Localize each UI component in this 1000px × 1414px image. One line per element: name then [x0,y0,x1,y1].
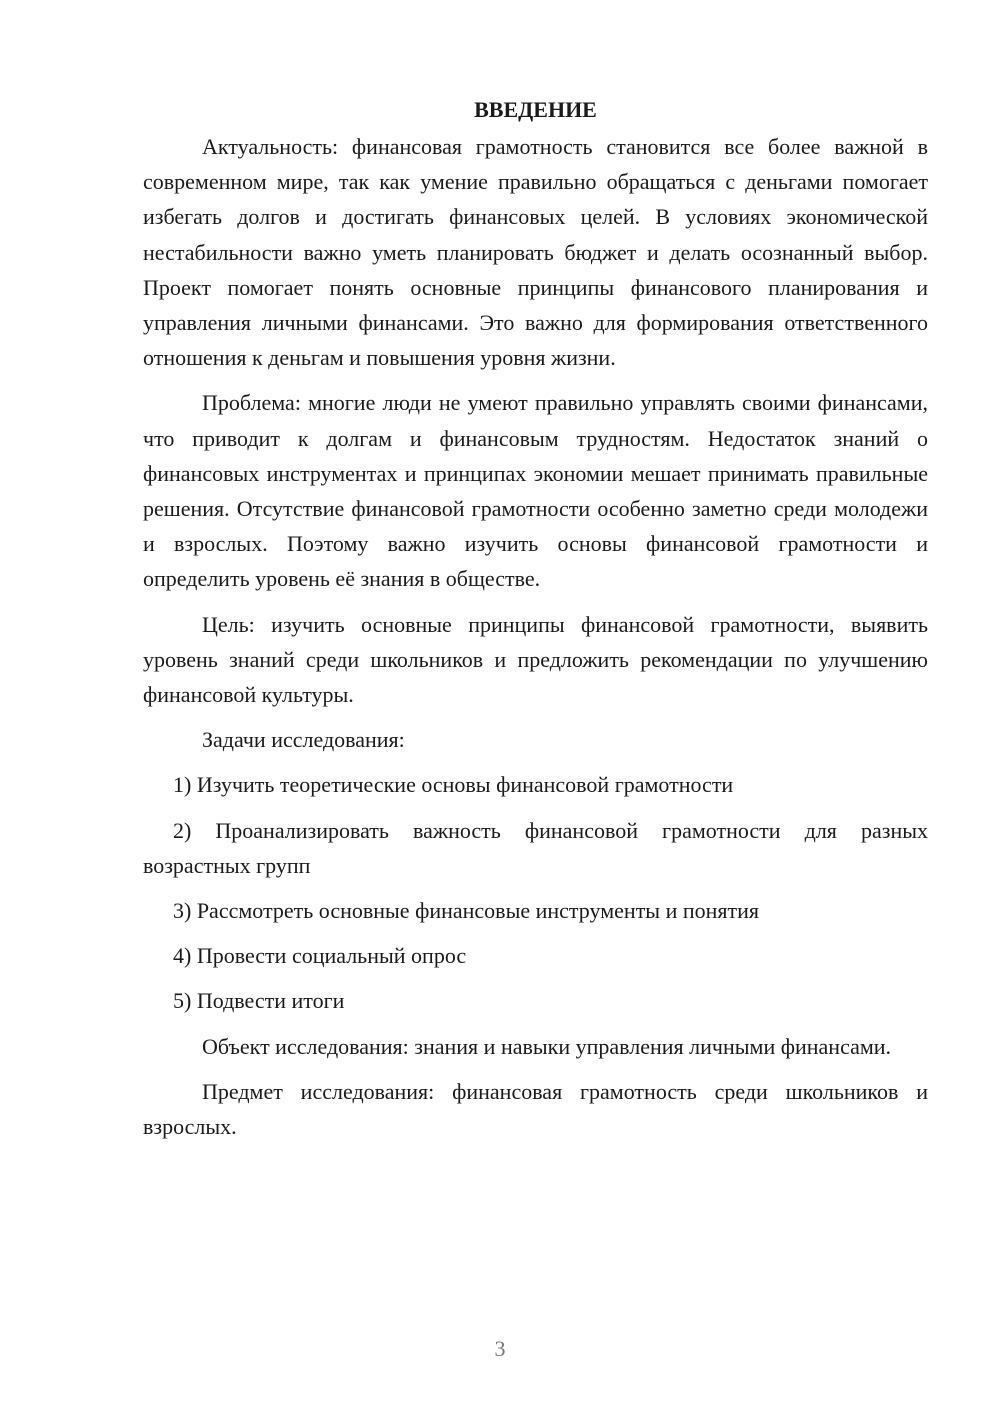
subject-paragraph: Предмет исследования: финансовая грамотность среди школьников и взрослых. [143,1078,928,1140]
task-item-5: 5) Подвести итоги [173,988,345,1014]
section-title: ВВЕДЕНИЕ [474,97,597,122]
tasks-heading: Задачи исследования: [202,727,405,753]
relevance-paragraph: Актуальность: финансовая грамотность становится все более важной в современном мире, так как умение правильно обращаться с деньгами помогает избегать долгов и достигать финансовых целей. В условиях экономической нестабильности важно уметь планировать бюджет и делать осознанный выбор. Проект помогает понять основные принципы финансового планирования и управления личными финансами. Это важно для формирования ответственного отношения к деньгам и повышения уровня жизни. [143,134,928,371]
task-item-4: 4) Провести социальный опрос [173,943,467,969]
object-paragraph: Объект исследования: знания и навыки управления личными финансами. [202,1033,892,1059]
problem-paragraph: Проблема: многие люди не умеют правильно управлять своими финансами, что приводит к долгам и финансовым трудностям. Недостаток знаний о финансовых инструментах и принципах экономии мешает принимать правильные решения. Отсутствие финансовой грамотности особенно заметно среди молодежи и взрослых. Поэтому важно изучить основы финансовой грамотности и определить уровень её знания в обществе. [143,390,928,592]
task-item-3: 3) Рассмотреть основные финансовые инструменты и понятия [173,898,760,924]
task-item-2: 2) Проанализировать важность финансовой грамотности для разных возрастных групп [143,817,928,878]
page-number: 3 [494,1336,506,1361]
goal-paragraph: Цель: изучить основные принципы финансовой грамотности, выявить уровень знаний среди школьников и предложить рекомендации по улучшению финансовой культуры. [143,611,928,708]
page-content [143,92,928,1154]
task-item-1: 1) Изучить теоретические основы финансовой грамотности [173,772,734,798]
